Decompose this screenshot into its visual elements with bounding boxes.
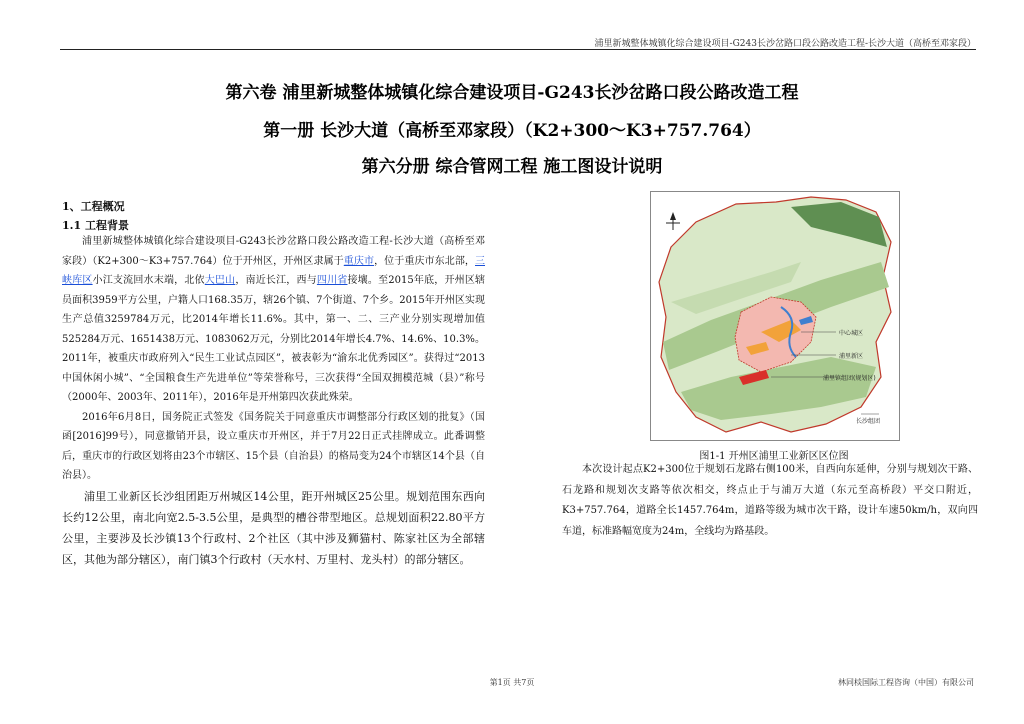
paragraph-text-segment: ，位于重庆市东北部， bbox=[374, 255, 476, 267]
book-title: 第一册 长沙大道（高桥至邓家段）（K2+300～K3+757.764） bbox=[263, 121, 761, 141]
left-column-text bbox=[62, 232, 485, 570]
paragraph-text-segment: 小江支流回水末端，北依 bbox=[92, 275, 205, 286]
paragraph-text-segment: 接壤。至2015年底，开州区辖员面积3959平方公里，户籍人口168.35万，辖26个镇、7个街道、7个乡。2015年开州区实现生产总值3259784万元，比2014年增长11.6%。其中，第一、二、三产业分别实现增加值525284万元、1651438万元、1083062万元，分别比2014年增长4.7%、14.6%、10.3%。2011年，被重庆市政府列入“民生工业试点园区”，被表彰为“渝东北优秀园区”。获得过“2013中国休闲小城”、“全国粮食生产先进单位”等荣誉称号，三次获得“全国双拥模范城（县）”称号（2000年、2003年、2011年），2016年是开州第四次获此殊荣。 bbox=[62, 275, 486, 403]
header-rule bbox=[60, 49, 976, 50]
background-paragraph-2: 2016年6月8日，国务院正式签发《国务院关于同意重庆市调整部分行政区划的批复》（国函[2016]99号），同意撤销开县，设立重庆市开州区，并于7月22日正式挂牌成立。此番调整后，重庆市的行政区划将由23个市辖区、15个县（自治县）的格局变为24个市辖区14个县（自治县）。 bbox=[62, 411, 485, 481]
location-map bbox=[650, 191, 900, 441]
place-link[interactable]: 三峡库区 bbox=[62, 255, 486, 286]
running-header: 浦里新城整体城镇化综合建设项目-G243长沙岔路口段公路改造工程-长沙大道（高桥至邓家段） bbox=[594, 39, 976, 49]
design-scope-paragraph: 本次设计起点K2+300位于规划石龙路右侧100米，自西向东延伸，分别与规划次干路、石龙路和规划次支路等依次相交，终点止于与浦万大道（东元至高桥段）平交口附近，K3+757.764，道路全长1457.764m，道路等级为城市次干路，设计车速50km/h，双向四车道，标准路幅宽度为24m，全线均为路基段。 bbox=[562, 464, 978, 537]
map-label: 浦里新区 bbox=[839, 353, 864, 360]
place-link[interactable]: 大巴山 bbox=[204, 275, 236, 286]
section-heading: 1、工程概况 bbox=[62, 200, 125, 213]
place-link[interactable]: 重庆市 bbox=[343, 255, 375, 267]
map-label: 中心城区 bbox=[839, 330, 864, 337]
map-label: 浦里镇组团(规划区) bbox=[823, 375, 876, 382]
right-column-text bbox=[562, 460, 978, 542]
volume-title: 第六卷 浦里新城整体城镇化综合建设项目-G243长沙岔路口段公路改造工程 bbox=[225, 83, 799, 103]
background-paragraph-1 bbox=[62, 232, 485, 408]
company-name: 林同棪国际工程咨询（中国）有限公司 bbox=[838, 678, 974, 687]
background-paragraph-3: 浦里工业新区长沙组团距万州城区14公里，距开州城区25公里。规划范围东西向长约12公里，南北向宽2.5-3.5公里，是典型的槽谷带型地区。总规划面积22.80平方公里，主要涉及长沙镇13个行政村、2个社区（其中涉及狮猫村、陈家社区为全部辖区，其他为部分辖区），南门镇3个行政村（天水村、万里村、龙头村）的部分辖区。 bbox=[62, 489, 485, 566]
subsection-heading: 1.1 工程背景 bbox=[62, 219, 129, 232]
place-link[interactable]: 四川省 bbox=[316, 275, 348, 286]
paragraph-text-segment: 浦里新城整体城镇化综合建设项目-G243长沙岔路口段公路改造工程-长沙大道（高桥至邓家段）（K2+300～K3+757.764）位于开州区，开州区隶属于 bbox=[62, 236, 485, 267]
page-number: 第1页 共7页 bbox=[489, 678, 535, 687]
figure-caption: 图1-1 开州区浦里工业新区区位图 bbox=[699, 451, 849, 462]
part-title: 第六分册 综合管网工程 施工图设计说明 bbox=[361, 157, 663, 177]
map-label: 长沙组团 bbox=[856, 418, 881, 425]
paragraph-text-segment: ，南近长江，西与 bbox=[235, 275, 317, 286]
